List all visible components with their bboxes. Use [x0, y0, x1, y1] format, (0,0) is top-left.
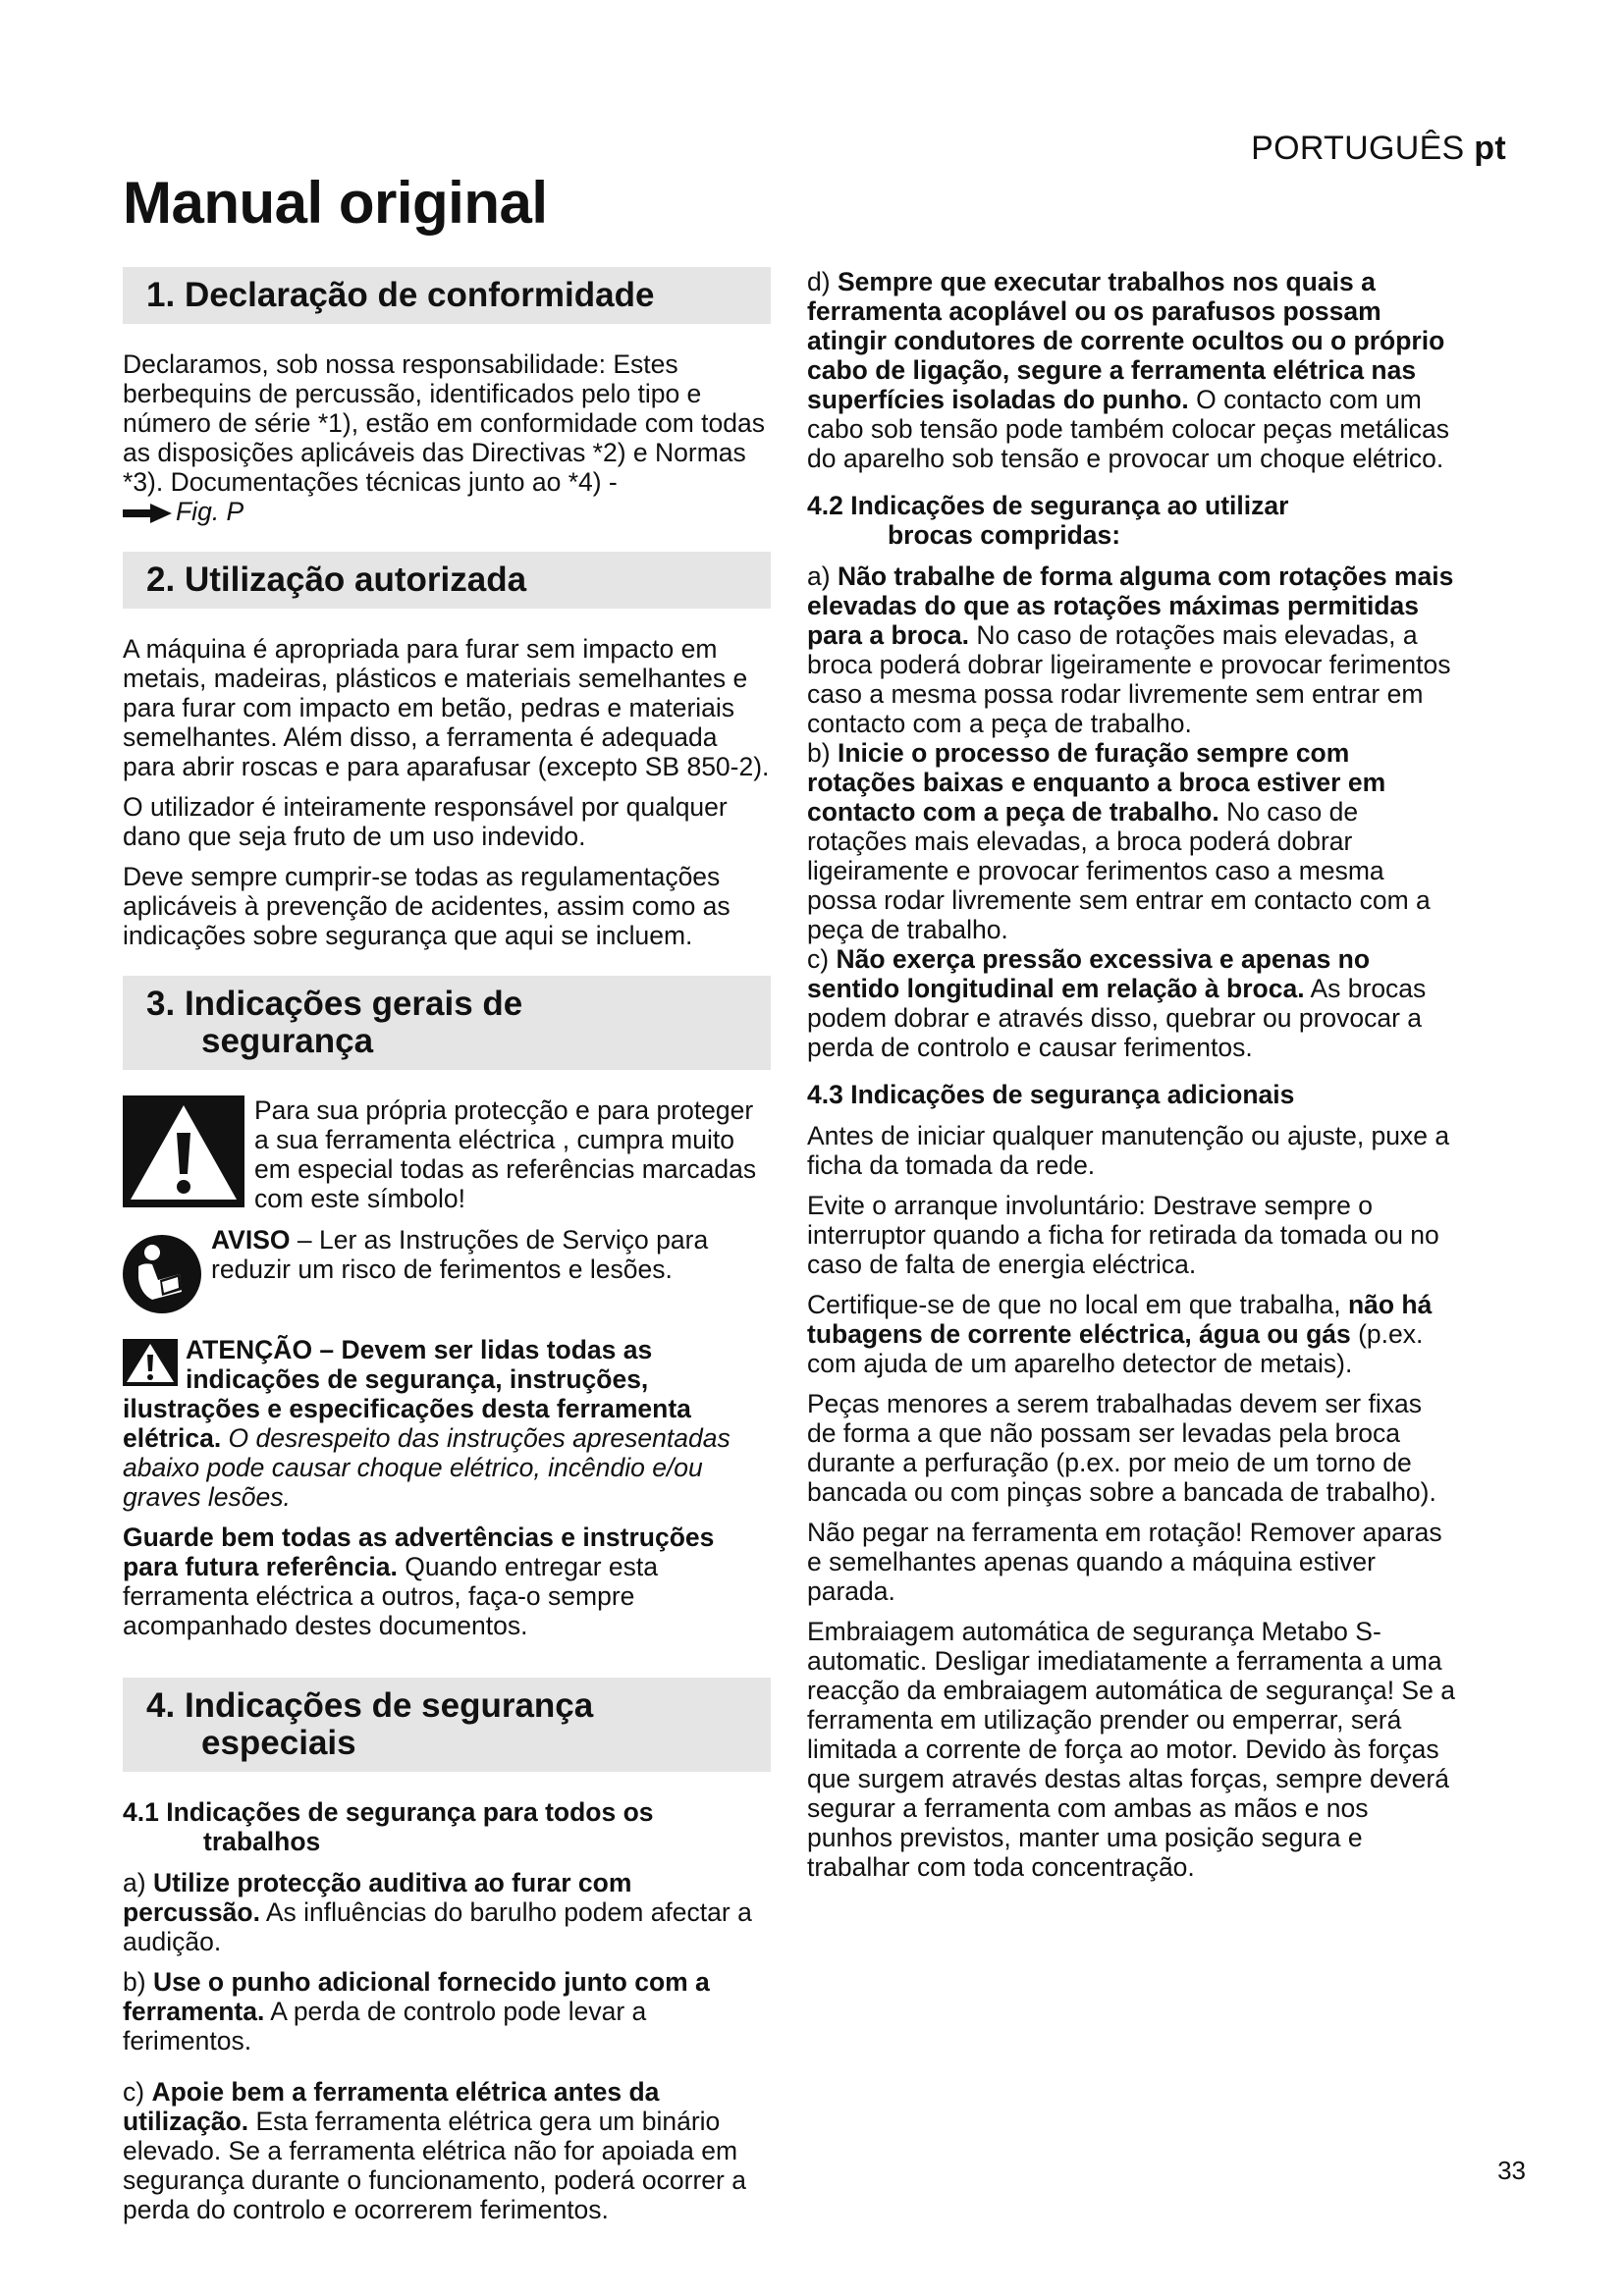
list-item: c) Não exerça pressão excessiva e apenas no sentido longitudinal em relação à broca. As brocas podem dobrar e através disso, quebrar ou provocar a perda de controlo e causar ferimentos.	[807, 944, 1427, 1062]
section-4-3-paragraph: Antes de iniciar qualquer manutenção ou ajuste, puxe a ficha da tomada da rede.	[807, 1121, 1450, 1180]
left-column	[123, 267, 771, 2224]
language-code: pt	[1474, 130, 1506, 167]
section-1-heading: 1. Declaração de conformidade	[123, 267, 771, 324]
section-3-heading: 3. Indicações gerais de segurança	[123, 976, 771, 1070]
aviso-text: AVISO – Ler as Instruções de Serviço para reduzir um risco de ferimentos e lesões.	[211, 1225, 709, 1284]
arrow-right-icon	[123, 504, 172, 523]
atencao-paragraph: ATENÇÃO – Devem ser lidas todas as indicações de segurança, instruções, ilustrações e especificações desta ferramenta elétrica. O desrespeito das instruções apresentadas abaixo pode causar choque elétrico, incêndio e/ou graves lesões.	[123, 1335, 731, 1512]
section-2-paragraph: A máquina é apropriada para furar sem impacto em metais, madeiras, plásticos e materiais semelhantes e para furar com impacto em betão, pedras e materiais semelhantes. Além disso, a ferramenta é adequada para abrir roscas e para aparafusar (excepto SB 850-2).	[123, 634, 770, 781]
read-manual-icon	[123, 1235, 201, 1313]
section-4-3-paragraph: Peças menores a serem trabalhadas devem ser fixas de forma a que não possam ser levadas pela broca durante a perfuração (p.ex. por meio de um torno de bancada ou com pinças sobre a bancada de trabalho).	[807, 1389, 1436, 1507]
section-4-3-paragraph: Certifique-se de que no local em que trabalha, não há tubagens de corrente eléctrica, água ou gás (p.ex. com ajuda de um aparelho detector de metais).	[807, 1290, 1433, 1378]
section-4-heading: 4. Indicações de segurança especiais	[123, 1678, 771, 1772]
aviso-block	[123, 1225, 771, 1313]
list-item: b) Use o punho adicional fornecido junto com a ferramenta. A perda de controlo pode levar a ferimentos.	[123, 1967, 710, 2056]
list-item: b) Inicie o processo de furação sempre com rotações baixas e enquanto a broca estiver em contacto com a peça de trabalho. No caso de rotações mais elevadas, a broca poderá dobrar ligeiramente e provocar ferimentos caso a mesma possa rodar livremente sem entrar em contacto com a peça de trabalho.	[807, 738, 1431, 944]
list-item: d) Sempre que executar trabalhos nos quais a ferramenta acoplável ou os parafusos possam atingir condutores de corrente ocultos ou o próprio cabo de ligação, segure a ferramenta elétrica nas superfícies isoladas do punho. O contacto com um cabo sob tensão pode também colocar peças metálicas do aparelho sob tensão e provocar um choque elétrico.	[807, 267, 1450, 473]
section-4-3-paragraph: Não pegar na ferramenta em rotação! Remover aparas e semelhantes apenas quando a máquina estiver parada.	[807, 1518, 1442, 1606]
section-2-heading: 2. Utilização autorizada	[123, 552, 771, 609]
list-item: c) Apoie bem a ferramenta elétrica antes da utilização. Esta ferramenta elétrica gera um binário elevado. Se a ferramenta elétrica não for apoiada em segurança durante o funcionamento, poderá ocorrer a perda do controlo e ocorrerem ferimentos.	[123, 2077, 746, 2224]
guarde-paragraph: Guarde bem todas as advertências e instruções para futura referência. Quando entregar esta ferramenta eléctrica a outros, faça-o sempre acompanhado destes documentos.	[123, 1522, 715, 1640]
section-4-3-paragraph: Evite o arranque involuntário: Destrave sempre o interruptor quando a ficha for retirada da tomada ou no caso de falta de energia eléctrica.	[807, 1191, 1439, 1279]
language-label	[1251, 130, 1506, 168]
section-2-paragraph: Deve sempre cumprir-se todas as regulamentações aplicáveis à prevenção de acidentes, assim como as indicações sobre segurança que aqui se incluem.	[123, 862, 731, 950]
section-4-3-paragraph: Embraiagem automática de segurança Metabo S-automatic. Desligar imediatamente a ferramenta a uma reacção da embraiagem automática de segurança! Se a ferramenta em utilização prender ou emperrar, será limitada a corrente de força ao motor. Devido às forças que surgem através destas altas forças, sempre deverá segurar a ferramenta com ambas as mãos e nos punhos previstos, manter uma posição segura e trabalhar com toda concentração.	[807, 1617, 1455, 1882]
warning-text: Para sua própria protecção e para proteger a sua ferramenta eléctrica , cumpra muito em especial todas as referências marcadas com este símbolo!	[254, 1095, 757, 1213]
subsection-4-3-heading: 4.3 Indicações de segurança adicionais	[807, 1080, 1295, 1109]
section-2-paragraph: O utilizador é inteiramente responsável por qualquer dano que seja fruto de um uso indevido.	[123, 792, 728, 851]
warning-block	[123, 1095, 771, 1213]
section-1-text: Declaramos, sob nossa responsabilidade: Estes berbequins de percussão, identificados pelo tipo e número de série *1), estão em conformidade com todas as disposições aplicáveis das Directivas *2) e Normas *3). Documentações técnicas junto ao *4) - Fig. P	[123, 349, 765, 526]
list-item: a) Utilize protecção auditiva ao furar com percussão. As influências do barulho podem afectar a audição.	[123, 1868, 752, 1956]
page-number: 33	[1497, 2156, 1526, 2185]
warning-triangle-icon	[123, 1339, 178, 1386]
language-name: PORTUGUÊS	[1251, 130, 1465, 167]
figure-reference: Fig. P	[176, 497, 244, 526]
subsection-4-2-heading: 4.2 Indicações de segurança ao utilizar brocas compridas:	[807, 491, 1289, 550]
warning-triangle-icon	[123, 1095, 244, 1207]
list-item: a) Não trabalhe de forma alguma com rotações mais elevadas do que as rotações máximas permitidas para a broca. No caso de rotações mais elevadas, a broca poderá dobrar ligeiramente e provocar ferimentos caso a mesma possa rodar livremente sem entrar em contacto com a peça de trabalho.	[807, 561, 1454, 738]
subsection-4-1-heading: 4.1 Indicações de segurança para todos os trabalhos	[123, 1797, 654, 1856]
page-title: Manual original	[123, 170, 548, 236]
right-column	[807, 267, 1455, 1893]
